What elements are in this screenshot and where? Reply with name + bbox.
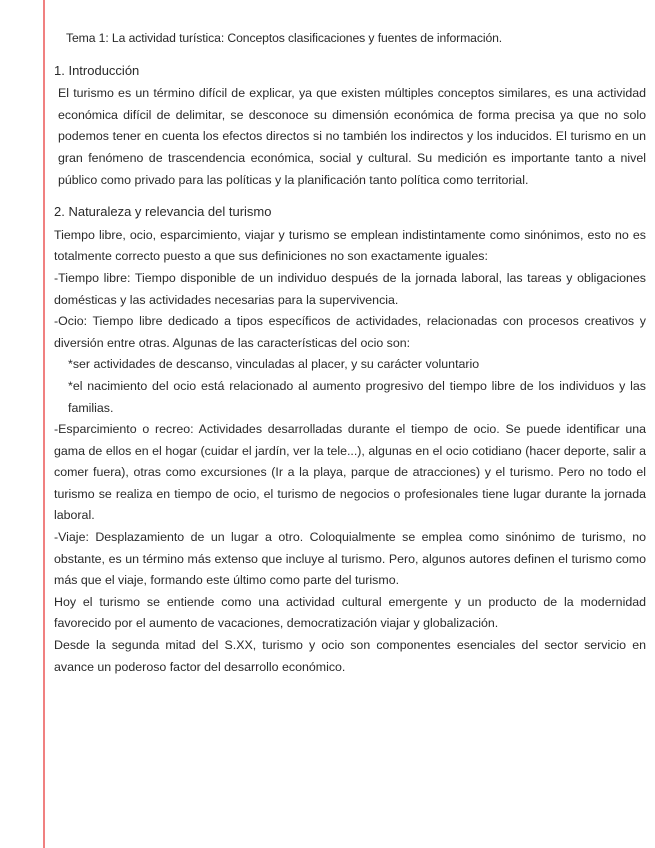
section-heading-naturaleza: 2. Naturaleza y relevancia del turismo: [54, 204, 272, 220]
bullet-item: *ser actividades de descanso, vinculadas al placer, y su carácter voluntario: [68, 357, 480, 372]
paragraph-turismo-hoy: Hoy el turismo se entiende como una actividad cultural emergente y un producto de la modernidad favorecido por el aumento de vacaciones, democratización viajar y globalización.: [54, 594, 646, 631]
paragraph-viaje: -Viaje: Desplazamiento de un lugar a otro. Coloquialmente se emplea como sinónimo de turismo, no obstante, es un término más extenso que incluye al turismo. Pero, algunos autores definen el turismo como más que el viaje, formando este último como parte del turismo.: [54, 530, 646, 588]
document-body: [54, 28, 646, 678]
paragraph-tiempo-libre: -Tiempo libre: Tiempo disponible de un individuo después de la jornada laboral, las tareas y obligaciones domésticas y las actividades necesarias para la supervivencia.: [54, 270, 646, 307]
margin-line: [43, 0, 45, 848]
paragraph-introduccion: El turismo es un término difícil de explicar, ya que existen múltiples conceptos similares, es una actividad económica difícil de delimitar, se desconoce su dimensión económica de forma precisa ya que no solo podemos tener en cuenta los efectos directos si no también los indirectos y los inducidos. El turismo en un gran fenómeno de trascendencia económica, social y cultural. Su medición es importante tanto a nivel público como privado para las políticas y la planificación tanto política como territorial.: [58, 86, 646, 187]
paragraph-ocio: -Ocio: Tiempo libre dedicado a tipos específicos de actividades, relacionadas con procesos creativos y diversión entre otras. Algunas de las características del ocio son:: [54, 314, 646, 350]
section-heading-introduccion: 1. Introducción: [54, 62, 140, 78]
page-title: Tema 1: La actividad turística: Conceptos clasificaciones y fuentes de información.: [66, 31, 503, 45]
paragraph-segunda-mitad: Desde la segunda mitad del S.XX, turismo y ocio son componentes esenciales del sector servicio en avance un poderoso factor del desarrollo económico.: [54, 638, 646, 674]
paragraph-sinonimos: Tiempo libre, ocio, esparcimiento, viajar y turismo se emplean indistintamente como sinónimos, esto no es totalmente correcto puesto a que sus definiciones no son exactamente iguales:: [54, 227, 646, 264]
paragraph-esparcimiento: -Esparcimiento o recreo: Actividades desarrolladas durante el tiempo de ocio. Se puede identificar una gama de ellos en el hogar (cuidar el jardín, ver la tele...), algunas en el ocio cotidiano (hacer deporte, salir a comer fuera), otras como excursiones (Ir a la playa, parque de atracciones) y el turismo. Pero no todo el turismo se realiza en tiempo de ocio, el turismo de negocios o profesionales tiene lugar durante la jornada laboral.: [54, 422, 646, 523]
bullet-item: *el nacimiento del ocio está relacionado al aumento progresivo del tiempo libre de los individuos y las familias.: [68, 378, 646, 415]
